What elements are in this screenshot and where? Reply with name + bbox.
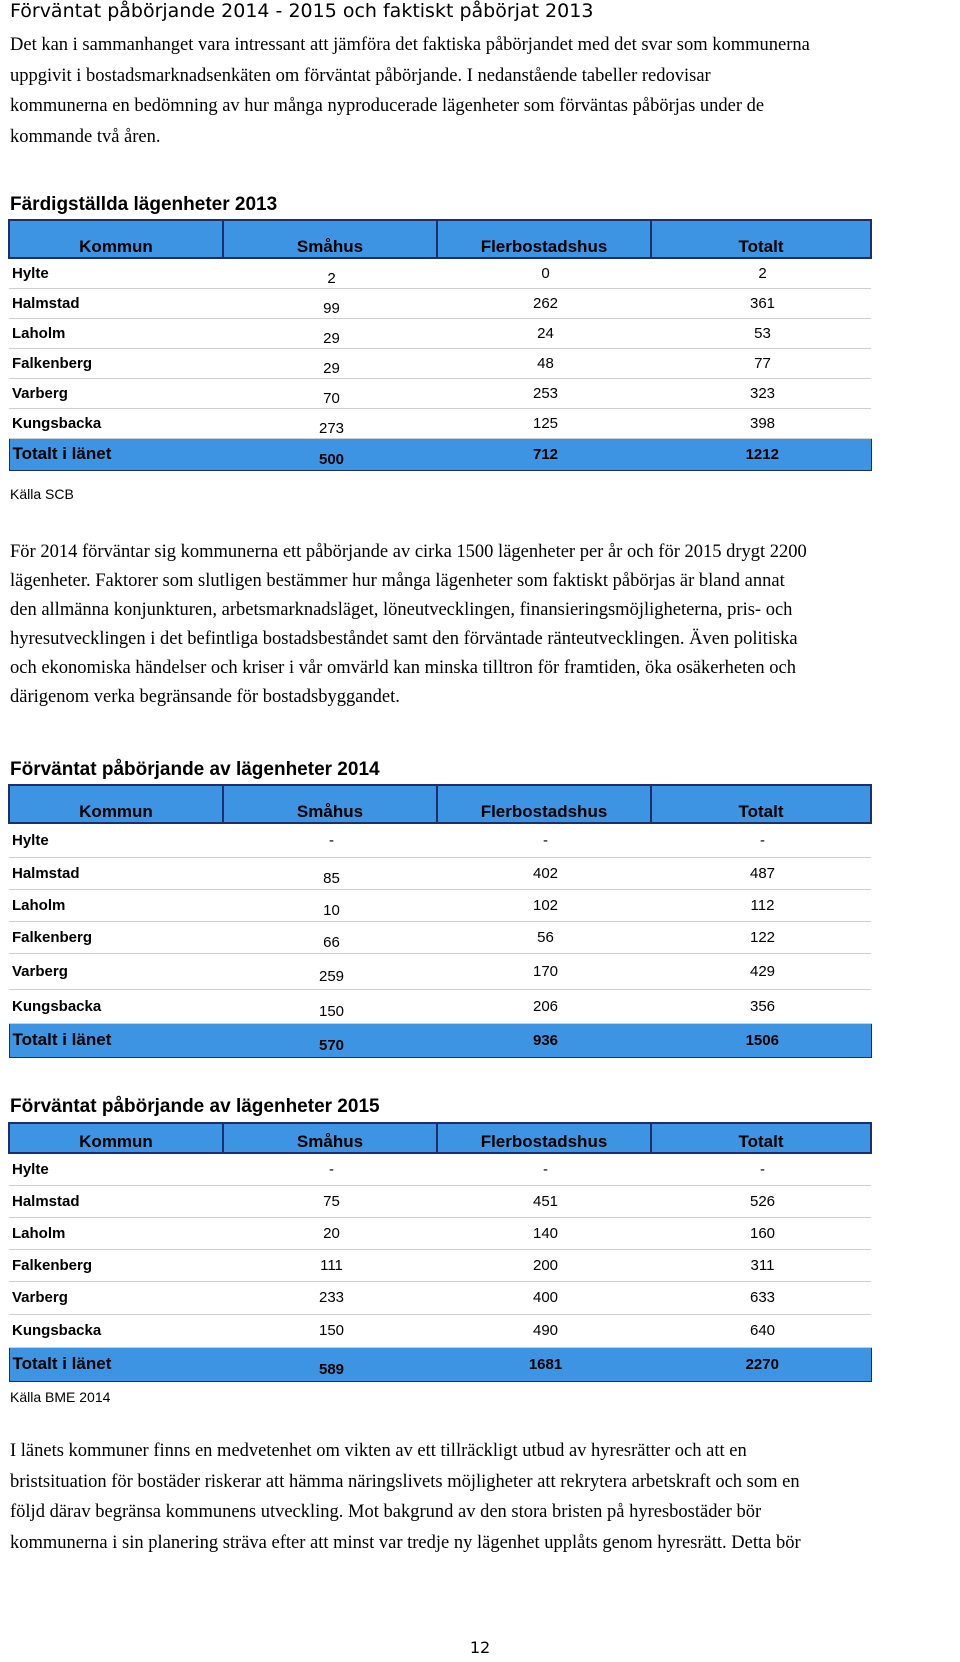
cell-smahus [223, 1347, 437, 1381]
cell-value: 29 [323, 359, 340, 377]
cell-smahus [223, 348, 437, 378]
cell-totalt: 398 [651, 408, 871, 438]
cell-flerbostadshus: 712 [437, 438, 651, 470]
column-header-totalt: Totalt [651, 1123, 871, 1153]
cell-flerbostadshus: - [437, 1153, 651, 1185]
expected-starts-2014-table [8, 784, 872, 1058]
table-row [9, 1153, 871, 1185]
source-note: Källa SCB [10, 486, 74, 502]
cell-value: 500 [318, 450, 345, 468]
cell-kommun: Falkenberg [9, 1249, 223, 1281]
cell-value: 29 [323, 329, 340, 347]
table-row [9, 318, 871, 348]
cell-totalt: 526 [651, 1185, 871, 1217]
column-header-flerbostadshus: Flerbostadshus [437, 785, 651, 823]
cell-flerbostadshus: 253 [437, 378, 651, 408]
cell-kommun: Halmstad [9, 288, 223, 318]
text-line: Det kan i sammanhanget vara intressant att jämföra det faktiska påbörjandet med det svar som kommunerna [10, 35, 810, 55]
text-line: kommunerna i sin planering sträva efter att minst var tredje ny lägenhet upplåts genom hyresrätt. Detta bör [10, 1532, 801, 1553]
table-title-completed-2013: Färdigställda lägenheter 2013 [10, 194, 278, 215]
text-line: den allmänna konjunkturen, arbetsmarknadsläget, löneutvecklingen, finansieringsmöjligheterna, pris- och [10, 600, 793, 620]
column-header-totalt: Totalt [651, 785, 871, 823]
cell-flerbostadshus: 125 [437, 408, 651, 438]
cell-value: 70 [323, 389, 340, 407]
table-header-row [9, 785, 871, 823]
table-row [9, 1314, 871, 1347]
cell-kommun: Kungsbacka [9, 1314, 223, 1347]
column-header-flerbostadshus: Flerbostadshus [437, 220, 651, 258]
expected-starts-2015-table [8, 1122, 872, 1382]
cell-smahus: 150 [223, 1314, 437, 1347]
table-row [9, 921, 871, 953]
table-row [9, 1249, 871, 1281]
cell-value: 570 [318, 1036, 345, 1054]
cell-totalt: 1506 [651, 1023, 871, 1057]
cell-totalt: 160 [651, 1217, 871, 1249]
cell-totalt: 112 [651, 889, 871, 921]
cell-value: 150 [318, 1002, 345, 1020]
table-row [9, 408, 871, 438]
section-heading: Förväntat påbörjande 2014 - 2015 och faktiskt påbörjat 2013 [10, 0, 594, 22]
table-row [9, 823, 871, 857]
cell-smahus [223, 989, 437, 1023]
cell-totalt: 2 [651, 258, 871, 288]
cell-flerbostadshus: 490 [437, 1314, 651, 1347]
cell-value: 66 [323, 933, 340, 951]
cell-kommun: Totalt i länet [9, 1023, 223, 1057]
text-line: bristsituation för bostäder riskerar att hämma näringslivets möjligheter att rekrytera arbetskraft och som en [10, 1471, 800, 1492]
cell-smahus [223, 953, 437, 989]
table-row [9, 378, 871, 408]
cell-kommun: Totalt i länet [9, 438, 223, 470]
page-number: 12 [469, 1638, 491, 1657]
cell-flerbostadshus: 140 [437, 1217, 651, 1249]
cell-kommun: Halmstad [9, 857, 223, 889]
cell-kommun: Varberg [9, 378, 223, 408]
cell-flerbostadshus: 936 [437, 1023, 651, 1057]
table-row [9, 348, 871, 378]
table-title-expected-2014: Förväntat påbörjande av lägenheter 2014 [10, 759, 380, 780]
column-header-kommun: Kommun [9, 785, 223, 823]
cell-flerbostadshus: 1681 [437, 1347, 651, 1381]
table-row [9, 1217, 871, 1249]
cell-kommun: Kungsbacka [9, 408, 223, 438]
table-total-row [9, 1347, 871, 1381]
table-row [9, 953, 871, 989]
text-line: kommande två åren. [10, 126, 161, 147]
cell-value: 589 [318, 1360, 345, 1378]
cell-value: 99 [323, 299, 340, 317]
cell-smahus [223, 438, 437, 470]
cell-smahus [223, 1023, 437, 1057]
cell-totalt: 640 [651, 1314, 871, 1347]
cell-flerbostadshus: - [437, 823, 651, 857]
cell-smahus [223, 378, 437, 408]
cell-flerbostadshus: 206 [437, 989, 651, 1023]
column-header-flerbostadshus: Flerbostadshus [437, 1123, 651, 1153]
cell-smahus: 20 [223, 1217, 437, 1249]
cell-flerbostadshus: 102 [437, 889, 651, 921]
column-header-kommun: Kommun [9, 220, 223, 258]
text-line: lägenheter. Faktorer som slutligen bestämmer hur många lägenheter som faktiskt påbörjas är bland annat [10, 571, 785, 591]
completed-apartments-2013-table [8, 219, 872, 471]
text-line: hyresutvecklingen i det befintliga bostadsbeståndet samt den förväntade ränteutvecklingen. Även politiska [10, 629, 798, 649]
text-line: därigenom verka begränsande för bostadsbyggandet. [10, 687, 400, 707]
column-header-totalt: Totalt [651, 220, 871, 258]
cell-flerbostadshus: 0 [437, 258, 651, 288]
column-header-smahus: Småhus [223, 785, 437, 823]
table-header-row [9, 220, 871, 258]
cell-smahus [223, 857, 437, 889]
table-title-expected-2015: Förväntat påbörjande av lägenheter 2015 [10, 1096, 380, 1117]
text-line: kommunerna en bedömning av hur många nyproducerade lägenheter som förväntas påbörjas under de [10, 96, 765, 116]
text-line: och ekonomiska händelser och kriser i vår omvärld kan minska tilltron för framtiden, öka osäkerheten och [10, 658, 797, 678]
table-total-row [9, 438, 871, 470]
cell-smahus: 111 [223, 1249, 437, 1281]
cell-kommun: Hylte [9, 258, 223, 288]
cell-kommun: Falkenberg [9, 348, 223, 378]
cell-totalt: 361 [651, 288, 871, 318]
closing-paragraph [10, 1436, 955, 1558]
table-row [9, 857, 871, 889]
cell-kommun: Laholm [9, 318, 223, 348]
cell-smahus [223, 408, 437, 438]
text-line: I länets kommuner finns en medvetenhet om vikten av ett tillräckligt utbud av hyresrätter och att en [10, 1441, 747, 1461]
cell-smahus: 233 [223, 1281, 437, 1314]
text-line: För 2014 förväntar sig kommunerna ett påbörjande av cirka 1500 lägenheter per år och för 2015 drygt 2200 [10, 542, 807, 562]
table-row [9, 1281, 871, 1314]
cell-flerbostadshus: 400 [437, 1281, 651, 1314]
table-row [9, 889, 871, 921]
cell-flerbostadshus: 48 [437, 348, 651, 378]
cell-totalt: 323 [651, 378, 871, 408]
cell-kommun: Laholm [9, 1217, 223, 1249]
cell-value: 2 [327, 269, 336, 287]
text-line: följd därav begränsa kommunens utveckling. Mot bakgrund av den stora bristen på hyresbostäder bör [10, 1502, 762, 1522]
cell-value: 259 [318, 967, 345, 985]
cell-totalt: 311 [651, 1249, 871, 1281]
cell-flerbostadshus: 402 [437, 857, 651, 889]
cell-flerbostadshus: 262 [437, 288, 651, 318]
cell-kommun: Totalt i länet [9, 1347, 223, 1381]
cell-smahus [223, 288, 437, 318]
table-row [9, 288, 871, 318]
cell-flerbostadshus: 200 [437, 1249, 651, 1281]
cell-kommun: Varberg [9, 953, 223, 989]
cell-flerbostadshus: 56 [437, 921, 651, 953]
cell-smahus: - [223, 823, 437, 857]
cell-totalt: 77 [651, 348, 871, 378]
cell-value: 273 [318, 419, 345, 437]
cell-totalt: 122 [651, 921, 871, 953]
cell-kommun: Varberg [9, 1281, 223, 1314]
cell-totalt: 487 [651, 857, 871, 889]
column-header-kommun: Kommun [9, 1123, 223, 1153]
cell-smahus [223, 889, 437, 921]
cell-smahus: - [223, 1153, 437, 1185]
cell-smahus [223, 921, 437, 953]
cell-kommun: Hylte [9, 1153, 223, 1185]
cell-kommun: Halmstad [9, 1185, 223, 1217]
cell-flerbostadshus: 170 [437, 953, 651, 989]
cell-totalt: 356 [651, 989, 871, 1023]
table-header-row [9, 1123, 871, 1153]
table-total-row [9, 1023, 871, 1057]
table-row [9, 1185, 871, 1217]
cell-value: 85 [323, 869, 340, 887]
cell-kommun: Hylte [9, 823, 223, 857]
column-header-smahus: Småhus [223, 220, 437, 258]
cell-smahus [223, 318, 437, 348]
cell-smahus: 75 [223, 1185, 437, 1217]
intro-paragraph [10, 30, 955, 152]
cell-kommun: Falkenberg [9, 921, 223, 953]
table-row [9, 989, 871, 1023]
cell-value: 10 [323, 901, 340, 919]
source-note: Källa BME 2014 [10, 1389, 111, 1405]
cell-flerbostadshus: 24 [437, 318, 651, 348]
text-line: uppgivit i bostadsmarknadsenkäten om förväntat påbörjande. I nedanstående tabeller redovisar [10, 65, 711, 86]
cell-flerbostadshus: 451 [437, 1185, 651, 1217]
cell-kommun: Laholm [9, 889, 223, 921]
cell-totalt: 429 [651, 953, 871, 989]
cell-smahus [223, 258, 437, 288]
cell-totalt: - [651, 1153, 871, 1185]
table-row [9, 258, 871, 288]
cell-totalt: - [651, 823, 871, 857]
cell-totalt: 53 [651, 318, 871, 348]
cell-totalt: 633 [651, 1281, 871, 1314]
cell-totalt: 2270 [651, 1347, 871, 1381]
cell-totalt: 1212 [651, 438, 871, 470]
cell-kommun: Kungsbacka [9, 989, 223, 1023]
column-header-smahus: Småhus [223, 1123, 437, 1153]
middle-paragraph [10, 538, 955, 712]
